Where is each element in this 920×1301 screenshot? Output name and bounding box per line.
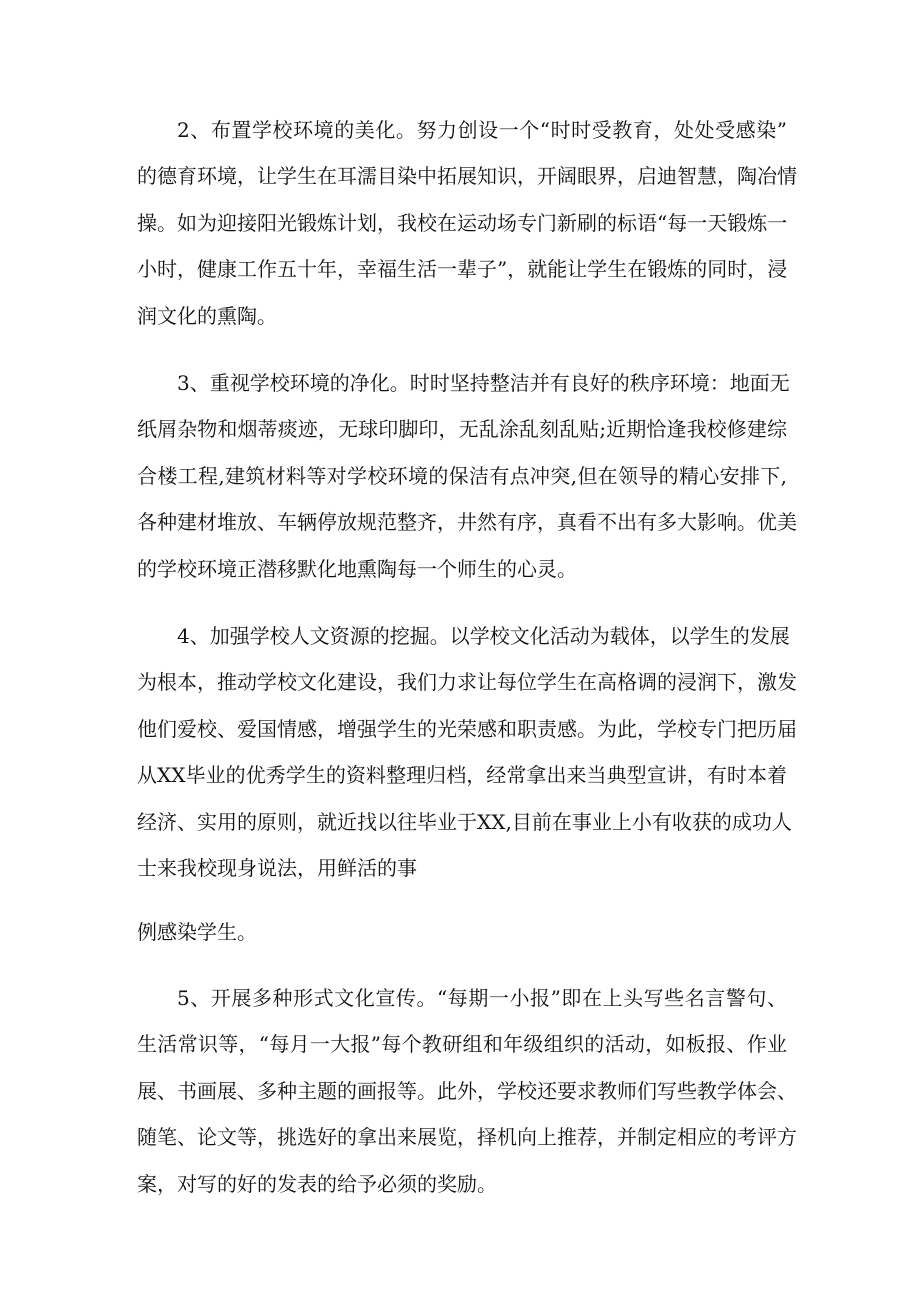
paragraph-3-line-3: 合楼工程,建筑材料等对学校环境的保洁有点冲突,但在领导的精心安排下,: [137, 464, 787, 488]
paragraph-5-line-1: 5、开展多种形式文化宣传。“每期一小报”即在上头写些名言警句、: [177, 986, 787, 1010]
paragraph-4-line-6: 士来我校现身说法，用鲜活的事: [137, 856, 417, 880]
paragraph-4-line-3: 他们爱校、爱国情感，增强学生的光荣感和职责感。为此，学校专门把历届: [137, 717, 797, 741]
paragraph-4-line-1: 4、加强学校人文资源的挖掘。以学校文化活动为载体，以学生的发展: [177, 624, 790, 648]
paragraph-4-line-4: 从XX毕业的优秀学生的资料整理归档，经常拿出来当典型宣讲，有时本着: [137, 763, 787, 787]
paragraph-2-line-2: 的德育环境，让学生在耳濡目染中拓展知识，开阔眼界，启迪智慧，陶冶情: [137, 164, 797, 188]
paragraph-4-line-5: 经济、实用的原则，就近找以往毕业于XX,目前在事业上小有收获的成功人: [137, 810, 792, 834]
paragraph-3-line-2: 纸屑杂物和烟蒂痰迹，无球印脚印，无乱涂乱刻乱贴;近期恰逢我校修建综: [137, 417, 787, 441]
paragraph-2-line-5: 润文化的熏陶。: [137, 304, 277, 328]
paragraph-3-line-4: 各种建材堆放、车辆停放规范整齐，井然有序，真看不出有多大影响。优美: [137, 510, 797, 534]
paragraph-3-line-1: 3、重视学校环境的净化。时时坚持整洁并有良好的秩序环境：地面无: [177, 371, 790, 395]
paragraph-5-line-4: 随笔、论文等，挑选好的拿出来展览，择机向上推荐，并制定相应的考评方: [137, 1125, 797, 1149]
paragraph-2-line-4: 小时，健康工作五十年，幸福生活一辈子”，就能让学生在锻炼的同时，浸: [137, 257, 788, 281]
paragraph-4-line-7: 例感染学生。: [137, 920, 257, 944]
paragraph-4-line-2: 为根本，推动学校文化建设，我们力求让每位学生在高格调的浸润下，激发: [137, 670, 797, 694]
paragraph-2-line-1: 2、布置学校环境的美化。努力创设一个“时时受教育，处处受感染”: [177, 118, 787, 142]
paragraph-3-line-5: 的学校环境正潜移默化地熏陶每一个师生的心灵。: [137, 557, 577, 581]
paragraph-5-line-5: 案，对写的好的发表的给予必须的奖励。: [137, 1172, 497, 1196]
paragraph-5-line-3: 展、书画展、多种主题的画报等。此外，学校还要求教师们写些教学体会、: [137, 1079, 797, 1103]
paragraph-2-line-3: 操。如为迎接阳光锻炼计划，我校在运动场专门新刷的标语“每一天锻炼一: [137, 211, 788, 235]
paragraph-5-line-2: 生活常识等，“每月一大报”每个教研组和年级组织的活动，如板报、作业: [137, 1032, 787, 1056]
